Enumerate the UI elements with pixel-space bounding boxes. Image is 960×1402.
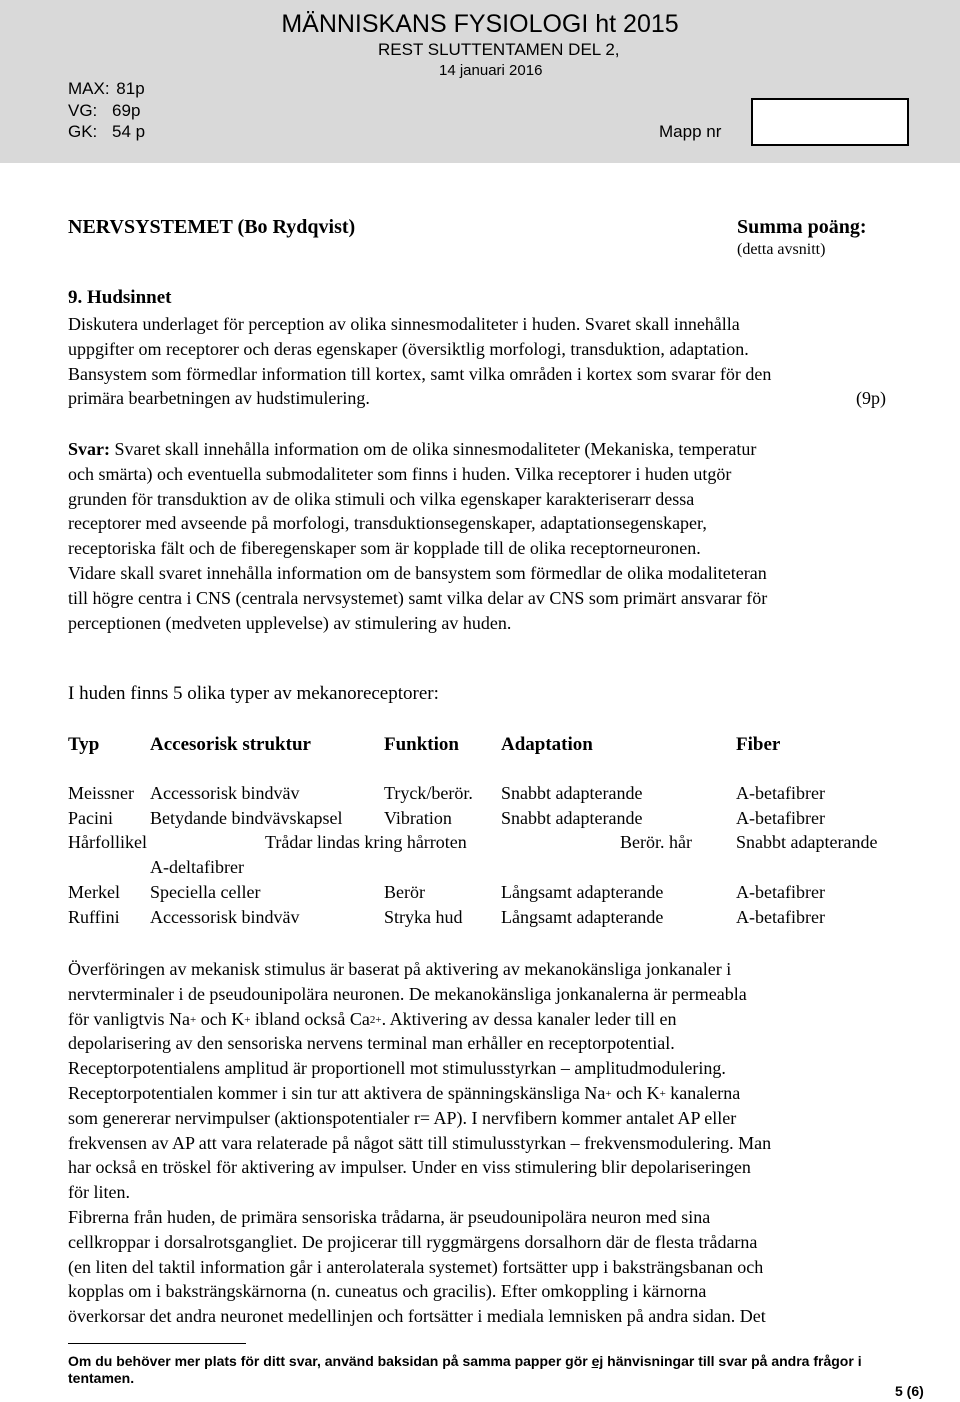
body-text-segment: . Aktivering av dessa kanaler leder till en — [381, 1008, 677, 1029]
answer-line: receptorer med avseende på morfologi, transduktionsegenskaper, adaptationsegenskaper, — [68, 513, 707, 534]
table-cell: Snabbt adapterande — [501, 783, 643, 803]
table-header-cell: Funktion — [384, 734, 459, 755]
footer-text: hänvisningar till svar på andra frågor i — [603, 1353, 862, 1369]
table-header-cell: Accesorisk struktur — [150, 734, 311, 755]
superscript: + — [244, 1013, 251, 1026]
superscript: + — [189, 1013, 197, 1026]
table-cell: Accessorisk bindväv — [150, 783, 300, 803]
body-line: Fibrerna från huden, de primära sensoriska trådarna, är pseudounipolära neuron med sina — [68, 1206, 711, 1227]
table-header-cell: Typ — [68, 734, 100, 755]
exam-title: MÄNNISKANS FYSIOLOGI ht 2015 — [281, 10, 679, 38]
body-line: överkorsar det andra neuronet medellinjen och fortsätter i mediala lemnisken på andra sidan. Det — [68, 1306, 766, 1327]
body-text-segment: och K — [611, 1082, 660, 1103]
table-cell: Vibration — [384, 808, 452, 828]
table-cell: Betydande bindvävskapsel — [150, 808, 343, 828]
body-text-segment: för vanligtvis Na — [68, 1008, 190, 1029]
body-text-segment: och K — [196, 1008, 245, 1029]
gk-label: GK: — [68, 122, 98, 141]
question-text — [68, 312, 898, 411]
superscript: + — [605, 1087, 612, 1100]
body-line: (en liten del taktil information går i anterolaterala systemet) fortsätter upp i baksträngsbanan och — [68, 1256, 764, 1277]
max-points — [68, 79, 145, 99]
summa-note: (detta avsnitt) — [737, 241, 826, 258]
body-text-segment: kanalerna — [665, 1082, 741, 1103]
table-cell: Hårfollikel — [68, 832, 147, 852]
answer-line: perceptionen (medveten upplevelse) av stimulering av huden. — [68, 612, 512, 633]
footer-emphasis: ej — [591, 1353, 604, 1369]
answer-label: Svar: — [68, 439, 110, 459]
question-line: uppgifter om receptorer och deras egenskaper (översiktlig morfologi, transduktion, adaptation. — [68, 338, 749, 359]
max-label: MAX: — [68, 79, 110, 98]
answer-line: receptoriska fält och de fiberegenskaper som är kopplade till de olika receptorneuronen. — [68, 538, 701, 559]
footer-note — [68, 1353, 862, 1387]
table-cell: Merkel — [68, 882, 120, 902]
answer-line: Vidare skall svaret innehålla information om de bansystem som förmedlar de olika modaliteteran — [68, 562, 767, 583]
table-cell: A-betafibrer — [736, 907, 825, 927]
table-cell: A-betafibrer — [736, 808, 825, 828]
mapp-label: Mapp nr — [659, 122, 722, 141]
table-cell: Berör — [384, 882, 425, 902]
answer-line: och smärta) och eventuella submodaliteter som finns i huden. Vilka receptorer i huden utgör — [68, 463, 732, 484]
superscript: + — [659, 1087, 666, 1100]
page-number: 5 (6) — [895, 1383, 924, 1399]
answer-block — [68, 437, 898, 635]
table-cell: Tryck/berör. — [384, 783, 473, 803]
body-line: Receptorpotentialens amplitud är proportionell mot stimulusstyrkan – amplitudmodulering. — [68, 1058, 726, 1079]
table-cell: Speciella celler — [150, 882, 261, 902]
vg-label: VG: — [68, 101, 98, 120]
exam-subtitle: REST SLUTTENTAMEN DEL 2, — [378, 40, 620, 59]
gk-points — [68, 122, 145, 142]
body-line: för liten. — [68, 1182, 130, 1203]
body-line: som genererar nervimpulser (aktionspotentialer r= AP). I nervfibern kommer antalet AP eller — [68, 1107, 737, 1128]
answer-line-text: Svaret skall innehålla information om de olika sinnesmodaliteter (Mekaniska, temperatur — [110, 439, 757, 459]
body-line: har också en tröskel för aktivering av impulser. Under en viss stimulering blir depolariseringen — [68, 1157, 751, 1178]
footer-note-line — [68, 1353, 862, 1370]
gk-value: 54 p — [112, 122, 146, 141]
vg-points — [68, 101, 140, 121]
mechanoreceptor-intro: I huden finns 5 olika typer av mekanoreceptorer: — [68, 683, 439, 704]
table-cell: Pacini — [68, 808, 113, 828]
table-cell: Meissner — [68, 783, 134, 803]
body-line: depolarisering av den sensoriska nervens terminal man erhåller en receptorpotential. — [68, 1033, 675, 1054]
superscript: 2+ — [369, 1013, 382, 1026]
answer-line — [68, 437, 898, 462]
body-text-segment: Receptorpotentialen kommer i sin tur att aktivera de spänningskänsliga Na — [68, 1082, 606, 1103]
body-line: Överföringen av mekanisk stimulus är baserat på aktivering av mekanokänsliga jonkanaler i — [68, 959, 732, 979]
question-line-last: primära bearbetningen av hudstimulering. — [68, 388, 370, 409]
body-line — [68, 1007, 898, 1032]
body-text — [68, 957, 898, 1329]
table-cell: Berör. hår — [620, 832, 692, 852]
vg-value: 69p — [112, 101, 141, 120]
exam-date: 14 januari 2016 — [439, 62, 543, 79]
question-title: 9. Hudsinnet — [68, 287, 172, 308]
body-line: nervterminaler i de pseudounipolära neuronen. De mekanokänsliga jonkanalerna är permeabla — [68, 983, 747, 1004]
footer-note-line: tentamen. — [68, 1370, 135, 1386]
question-line — [68, 386, 898, 411]
question-points: (9p) — [856, 388, 886, 409]
table-cell: A-betafibrer — [736, 882, 825, 902]
body-line: kopplas om i baksträngskärnorna (n. cuneatus och gracilis). Efter omkoppling i kärnorna — [68, 1281, 707, 1302]
table-cell: Trådar lindas kring hårroten — [265, 832, 467, 852]
table-cell: Snabbt adapterande — [736, 832, 878, 852]
max-value: 81p — [116, 79, 145, 98]
body-line: frekvensen av AP att vara relaterade på något sätt till stimulusstyrkan – frekvensmodulering. Man — [68, 1132, 772, 1153]
table-cell: Snabbt adapterande — [501, 808, 643, 828]
table-header-cell: Adaptation — [501, 734, 593, 755]
answer-line: grunden för transduktion av de olika stimuli och vilka egenskaper karakteriserarr dessa — [68, 488, 695, 509]
footer-text: Om du behöver mer plats för ditt svar, använd baksidan på samma papper gör — [68, 1353, 592, 1369]
table-cell: Långsamt adapterande — [501, 882, 664, 902]
table-cell: A-betafibrer — [736, 783, 825, 803]
section-title: NERVSYSTEMET (Bo Rydqvist) — [68, 216, 356, 238]
question-line: Diskutera underlaget för perception av olika sinnesmodaliteter i huden. Svaret skall innehålla — [68, 314, 740, 334]
table-cell: Accessorisk bindväv — [150, 907, 300, 927]
footer-rule — [68, 1343, 246, 1344]
answer-line: till högre centra i CNS (centrala nervsystemet) samt vilka delar av CNS som primärt ansvarar för — [68, 587, 768, 608]
body-line: cellkroppar i dorsalrotsgangliet. De projicerar till ryggmärgens dorsalhorn där de flesta trådarna — [68, 1231, 758, 1252]
question-line: Bansystem som förmedlar information till kortex, samt vilka områden i kortex som svarar för den — [68, 363, 772, 384]
table-cell: Ruffini — [68, 907, 120, 927]
body-line — [68, 1081, 898, 1106]
body-text-segment: ibland också Ca — [250, 1008, 370, 1029]
table-cell: Långsamt adapterande — [501, 907, 664, 927]
mapp-number-field[interactable] — [751, 98, 909, 146]
table-cell: A-deltafibrer — [150, 857, 244, 877]
summa-label: Summa poäng: — [737, 216, 867, 238]
table-cell: Stryka hud — [384, 907, 463, 927]
table-header-cell: Fiber — [736, 734, 781, 755]
